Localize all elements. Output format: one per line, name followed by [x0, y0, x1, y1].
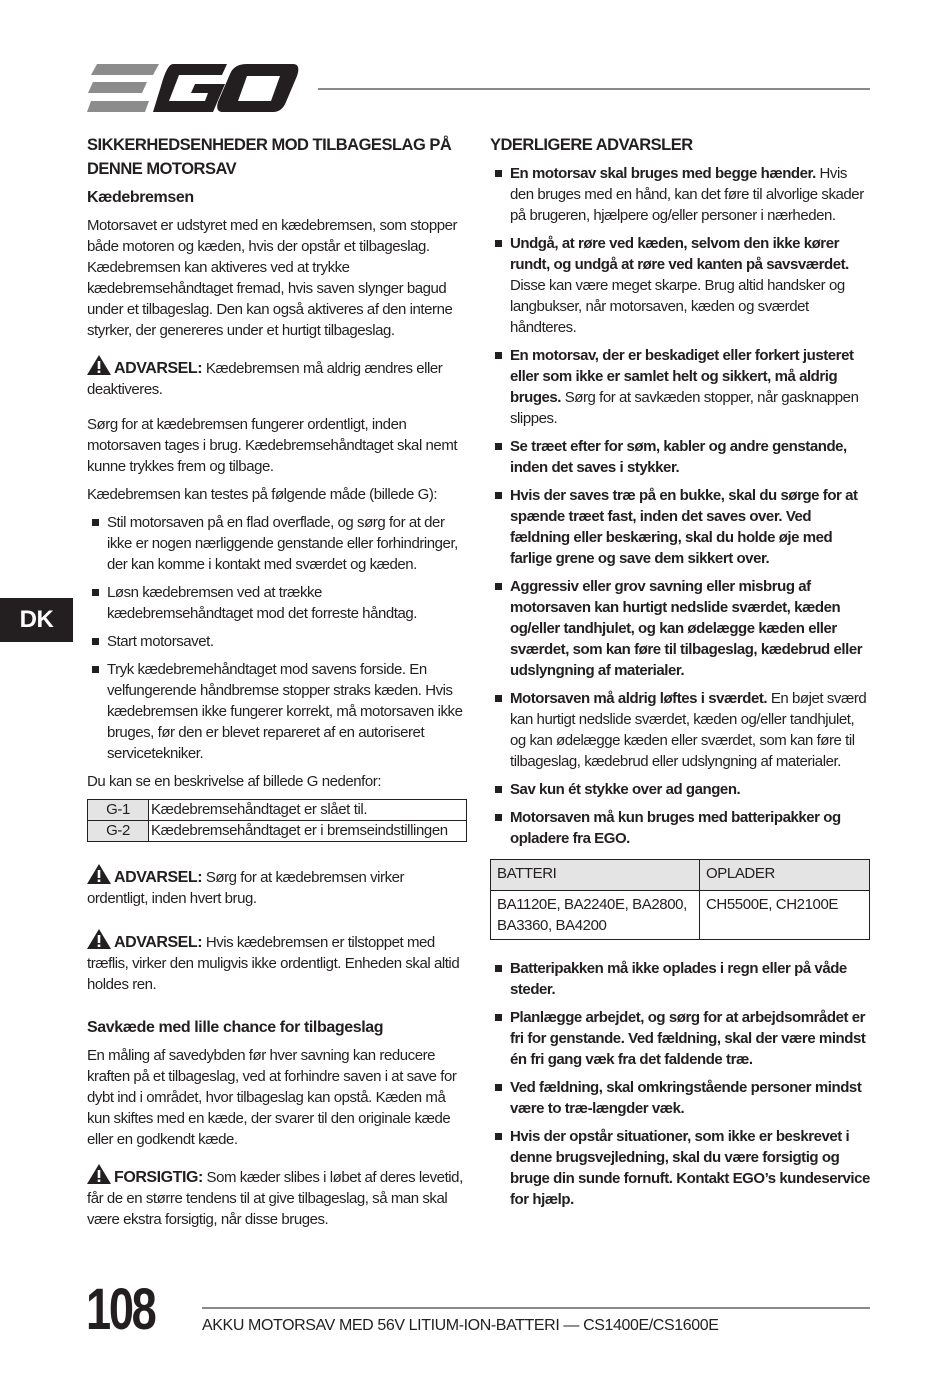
warning-label: ADVARSEL:	[114, 934, 203, 951]
list-item	[490, 485, 870, 569]
list-item	[490, 1126, 870, 1210]
list-item	[490, 807, 870, 849]
paragraph: Du kan se en beskrivelse af billede G nedenfor:	[87, 773, 382, 790]
warning-text: Sørg for at kædebremsen virker ordentligt, inden hvert brug.	[87, 869, 405, 907]
table-cell: G-1	[88, 800, 149, 821]
list-item-bold: En motorsav, der er beskadiget eller forkert justeret eller som ikke er samlet helt og sikkert, må aldrig bruges.	[510, 347, 854, 406]
subheading-chain-brake: Kædebremsen	[87, 189, 194, 206]
footer-rule	[202, 1307, 870, 1309]
table-header-row	[491, 860, 870, 891]
list-item	[87, 631, 467, 652]
list-item-text: Disse kan være meget skarpe. Brug altid handsker og langbukser, når motorsaven, kæden og sværdet håndteres.	[510, 277, 845, 336]
bullet-icon	[495, 814, 502, 821]
caution	[87, 1164, 467, 1230]
list-item-text: Stil motorsaven på en flad overflade, og sørg for at der ikke er nogen nærliggende genstande eller forhindringer, der kan komme i kontakt med sværdet og kæden.	[107, 514, 458, 573]
list-item-bold: Hvis der saves træ på en bukke, skal du sørge for at spænde træet fast, inden det saves over. Ved fældning eller beskæring, skal du holde øje med farlige grene og save dem sikkert over.	[510, 487, 858, 567]
bullet-icon	[495, 170, 502, 177]
paragraph: Motorsavet er udstyret med en kædebremsen, som stopper både motoren og kæden, hvis der opstår et tilbageslag. Kædebremsen kan aktiveres ved at trykke kædebremsehåndtaget fremad, hvis saven slynger bagud under et tilbageslag. Den kan også aktiveres af den interne styrker, der genereres under et hurtigt tilbageslag.	[87, 217, 458, 339]
bullet-icon	[495, 492, 502, 499]
bullet-icon	[495, 443, 502, 450]
table-cell: Kædebremsehåndtaget er slået til.	[149, 800, 467, 821]
list-item-text: Løsn kædebremsen ved at trække kædebremsehåndtaget mod det forreste håndtag.	[107, 584, 417, 622]
list-item	[87, 659, 467, 764]
table-cell: G-2	[88, 821, 149, 842]
list-item	[490, 688, 870, 772]
bullet-icon	[495, 1133, 502, 1140]
list-item-text: En bøjet sværd kan hurtigt nedslide sværdet, kæden og/eller tandhjulet, og kan ødelægge kæden eller sværdet, som kan føre til tilbageslag, kædebrud eller udslyngning af materialer.	[510, 690, 867, 770]
page-number: 108	[86, 1277, 155, 1342]
section-title: SIKKERHEDSENHEDER MOD TILBAGESLAG PÅ DENNE MOTORSAV	[87, 136, 452, 178]
table-cell: CH5500E, CH2100E	[700, 891, 870, 940]
additional-warnings-list-2	[490, 958, 870, 1210]
list-item-bold: Se træet efter for søm, kabler og andre genstande, inden det saves i stykker.	[510, 438, 847, 476]
bullet-icon	[495, 786, 502, 793]
bullet-icon	[495, 352, 502, 359]
right-column	[490, 133, 870, 1217]
warning-text: Kædebremsen må aldrig ændres eller deaktiveres.	[87, 360, 443, 398]
warning-text: Hvis kædebremsen er tilstoppet med træflis, virker den muligvis ikke ordentligt. Enheden skal altid holdes ren.	[87, 934, 460, 993]
list-item-bold: Hvis der opstår situationer, som ikke er beskrevet i denne brugsvejledning, skal du være forsigtig og bruge din sunde fornuft. Kontakt EGO’s kundeservice for hjælp.	[510, 1128, 870, 1208]
figure-g-table	[87, 799, 467, 842]
header-rule	[318, 88, 870, 90]
list-item	[490, 163, 870, 226]
table-row	[88, 800, 467, 821]
bullet-icon	[495, 965, 502, 972]
list-item	[87, 582, 467, 624]
subheading-low-kickback-chain: Savkæde med lille chance for tilbageslag	[87, 1019, 384, 1036]
ego-logo	[87, 64, 299, 112]
list-item-bold: Planlægge arbejdet, og sørg for at arbejdsområdet er fri for genstande. Ved fældning, skal der være mindst én fri gang væk fra det faldende træ.	[510, 1009, 866, 1068]
warning-label: ADVARSEL:	[114, 360, 203, 377]
list-item-text: Hvis den bruges med en hånd, kan det føre til alvorlige skader på brugeren, hjælpere og/eller personer i nærheden.	[510, 165, 864, 224]
table-header: OPLADER	[700, 860, 870, 891]
list-item-text: Sørg for at savkæden stopper, når gasknappen slippes.	[510, 389, 859, 427]
list-item	[490, 1077, 870, 1119]
list-item-bold: Sav kun ét stykke over ad gangen.	[510, 781, 741, 798]
list-item-text: Tryk kædebremehåndtaget mod savens forside. En velfungerende håndbremse stopper straks kæden. Hvis kædebremsen ikke fungerer korrekt, må motorsaven ikke bruges, før den er blevet repareret af en autoriseret servicetekniker.	[107, 661, 463, 762]
list-item-bold: Batteripakken må ikke oplades i regn eller på våde steder.	[510, 960, 847, 998]
language-tab: DK	[0, 598, 73, 642]
paragraph: En måling af savedybden før hver savning kan reducere kraften på et tilbageslag, ved at forhindre saven i at save for dybt ind i området, hvor tilbageslag kan opstå. Kæden må kun skiftes med en kæde, der svarer til den originale kæde eller en godkendt kæde.	[87, 1047, 457, 1148]
left-column	[87, 133, 467, 1244]
list-item	[490, 576, 870, 681]
warning	[87, 864, 467, 909]
warning-icon	[87, 1164, 111, 1184]
bullet-icon	[495, 240, 502, 247]
list-item	[490, 958, 870, 1000]
test-steps-list	[87, 512, 467, 764]
list-item-bold: Motorsaven må kun bruges med batteripakker og opladere fra EGO.	[510, 809, 841, 847]
list-item	[490, 779, 870, 800]
list-item-bold: Motorsaven må aldrig løftes i sværdet.	[510, 690, 768, 707]
list-item-bold: Aggressiv eller grov savning eller misbrug af motorsaven kan hurtigt nedslide sværdet, kæden og/eller tandhjulet, og kan ødelægge kæden eller sværdet, som kan føre til tilbageslag, kædebrud eller udslyngning af materialer.	[510, 578, 863, 679]
additional-warnings-list	[490, 163, 870, 849]
bullet-icon	[495, 583, 502, 590]
list-item	[490, 233, 870, 338]
footer-title: AKKU MOTORSAV MED 56V LITIUM-ION-BATTERI — CS1400E/CS1600E	[202, 1317, 719, 1334]
paragraph: Sørg for at kædebremsen fungerer ordentligt, inden motorsaven tages i brug. Kædebremsehåndtaget skal nemt kunne trykkes frem og tilbage.	[87, 416, 458, 475]
section-title: YDERLIGERE ADVARSLER	[490, 136, 693, 154]
warning	[87, 929, 467, 995]
battery-charger-table	[490, 859, 870, 940]
caution-label: FORSIGTIG:	[114, 1169, 203, 1186]
list-item-bold: Undgå, at røre ved kæden, selvom den ikke kører rundt, og undgå at røre ved kanten på savsværdet.	[510, 235, 849, 273]
list-item-bold: En motorsav skal bruges med begge hænder.	[510, 165, 816, 182]
list-item	[490, 1007, 870, 1070]
bullet-icon	[495, 695, 502, 702]
caution-text: Som kæder slibes i løbet af deres levetid, får de en større tendens til at give tilbageslag, så man skal være ekstra forsigtig, når disse bruges.	[87, 1169, 463, 1228]
warning-icon	[87, 355, 111, 375]
table-cell: Kædebremsehåndtaget er i bremseindstillingen	[149, 821, 467, 842]
bullet-icon	[92, 519, 99, 526]
warning-icon	[87, 929, 111, 949]
warning-icon	[87, 864, 111, 884]
table-cell: BA1120E, BA2240E, BA2800, BA3360, BA4200	[491, 891, 700, 940]
list-item	[490, 345, 870, 429]
bullet-icon	[92, 589, 99, 596]
paragraph: Kædebremsen kan testes på følgende måde (billede G):	[87, 486, 438, 503]
table-row	[88, 821, 467, 842]
bullet-icon	[495, 1014, 502, 1021]
list-item	[490, 436, 870, 478]
list-item-text: Start motorsavet.	[107, 633, 214, 650]
warning-label: ADVARSEL:	[114, 869, 203, 886]
list-item	[87, 512, 467, 575]
bullet-icon	[92, 666, 99, 673]
list-item-bold: Ved fældning, skal omkringstående personer mindst være to træ-længder væk.	[510, 1079, 862, 1117]
warning	[87, 355, 467, 400]
table-row	[491, 891, 870, 940]
bullet-icon	[92, 638, 99, 645]
table-header: BATTERI	[491, 860, 700, 891]
bullet-icon	[495, 1084, 502, 1091]
